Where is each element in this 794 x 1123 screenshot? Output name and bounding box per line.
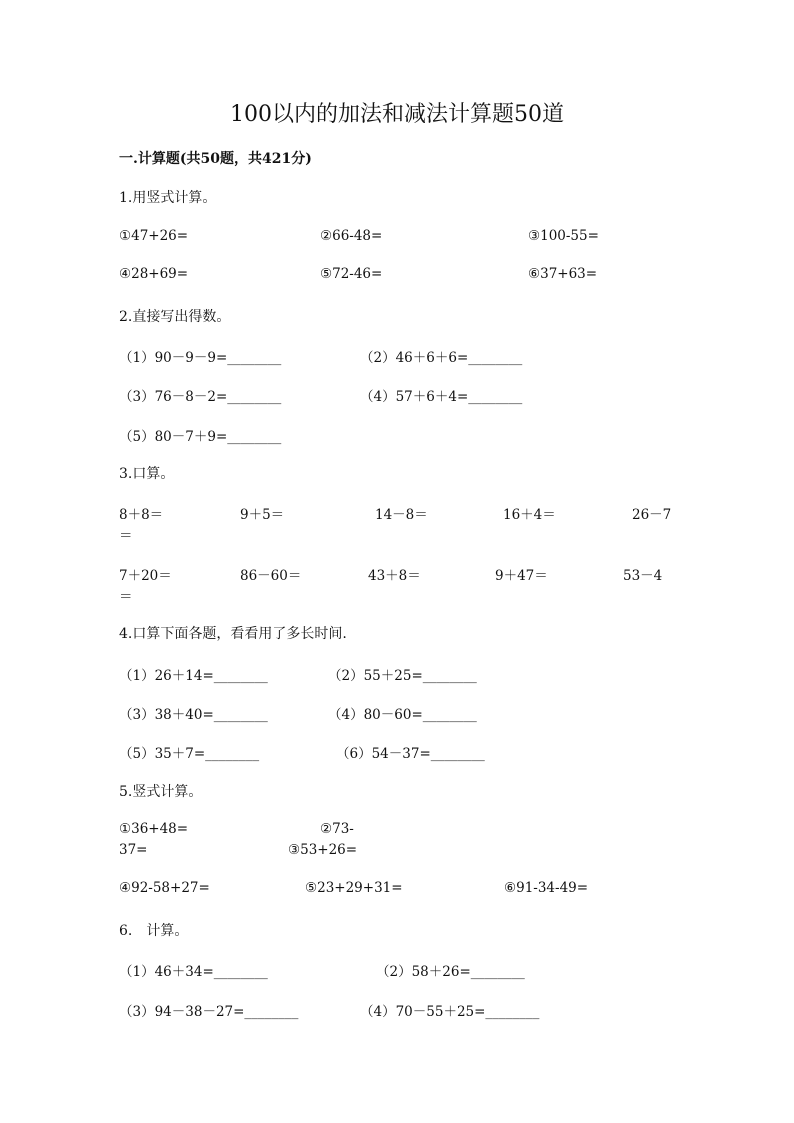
q5-item: ⑥91-34-49= — [504, 880, 589, 896]
q3-heading: 3.口算。 — [119, 466, 175, 482]
q1-item: ②66-48= — [320, 228, 383, 244]
q5-heading: 5.竖式计算。 — [119, 784, 203, 800]
q3-item: 53－4 — [623, 568, 663, 584]
q3-item: 86－60＝ — [240, 568, 302, 584]
q3-item: ＝ — [119, 528, 133, 544]
q5-item: ⑤23+29+31= — [305, 880, 403, 896]
q5-item: 37= — [119, 842, 148, 858]
q6-item: （3）94－38－27=________ — [119, 1004, 299, 1020]
q4-item: （2）55＋25=________ — [328, 668, 477, 684]
q3-item: 9＋5＝ — [240, 507, 285, 523]
q4-item: （1）26＋14=________ — [119, 668, 268, 684]
q2-item: （3）76－8－2=________ — [119, 389, 282, 405]
q3-item: 26－7 — [632, 507, 672, 523]
q6-item: （1）46＋34=________ — [119, 964, 268, 980]
q6-item: （2）58＋26=________ — [376, 964, 525, 980]
q5-item: ④92-58+27= — [119, 880, 210, 896]
q6-heading: 6. 计算。 — [119, 923, 189, 939]
q4-item: （6）54－37=________ — [336, 746, 485, 762]
q5-item: ①36+48= — [119, 821, 189, 837]
section-heading: 一.计算题(共50题，共421分) — [119, 151, 312, 167]
q5-item: ②73- — [320, 821, 354, 837]
q2-item: （2）46＋6＋6=________ — [360, 350, 523, 366]
q2-heading: 2.直接写出得数。 — [119, 309, 231, 325]
q4-item: （4）80－60=________ — [328, 707, 477, 723]
q1-item: ⑥37+63= — [528, 266, 598, 282]
q4-item: （5）35＋7=________ — [119, 746, 260, 762]
q5-item: ③53+26= — [288, 842, 358, 858]
q4-heading: 4.口算下面各题，看看用了多长时间. — [119, 626, 347, 642]
q3-item: 7＋20＝ — [119, 568, 172, 584]
q3-item: 9＋47＝ — [495, 568, 548, 584]
q2-item: （5）80－7＋9=________ — [119, 429, 282, 445]
q1-item: ⑤72-46= — [320, 266, 383, 282]
page-title: 100以内的加法和减法计算题50道 — [230, 102, 564, 127]
q1-heading: 1.用竖式计算。 — [119, 190, 217, 206]
q6-item: （4）70－55＋25=________ — [360, 1004, 540, 1020]
q1-item: ③100-55= — [528, 228, 599, 244]
q2-item: （1）90－9－9=________ — [119, 350, 282, 366]
q3-item: 43＋8＝ — [368, 568, 421, 584]
q3-item: 16＋4＝ — [503, 507, 556, 523]
q1-item: ①47+26= — [119, 228, 189, 244]
q3-item: 14－8＝ — [375, 507, 428, 523]
q3-item: 8＋8＝ — [119, 507, 164, 523]
q4-item: （3）38＋40=________ — [119, 707, 268, 723]
q1-item: ④28+69= — [119, 266, 189, 282]
q2-item: （4）57＋6＋4=________ — [360, 389, 523, 405]
q3-item: ＝ — [119, 589, 133, 605]
